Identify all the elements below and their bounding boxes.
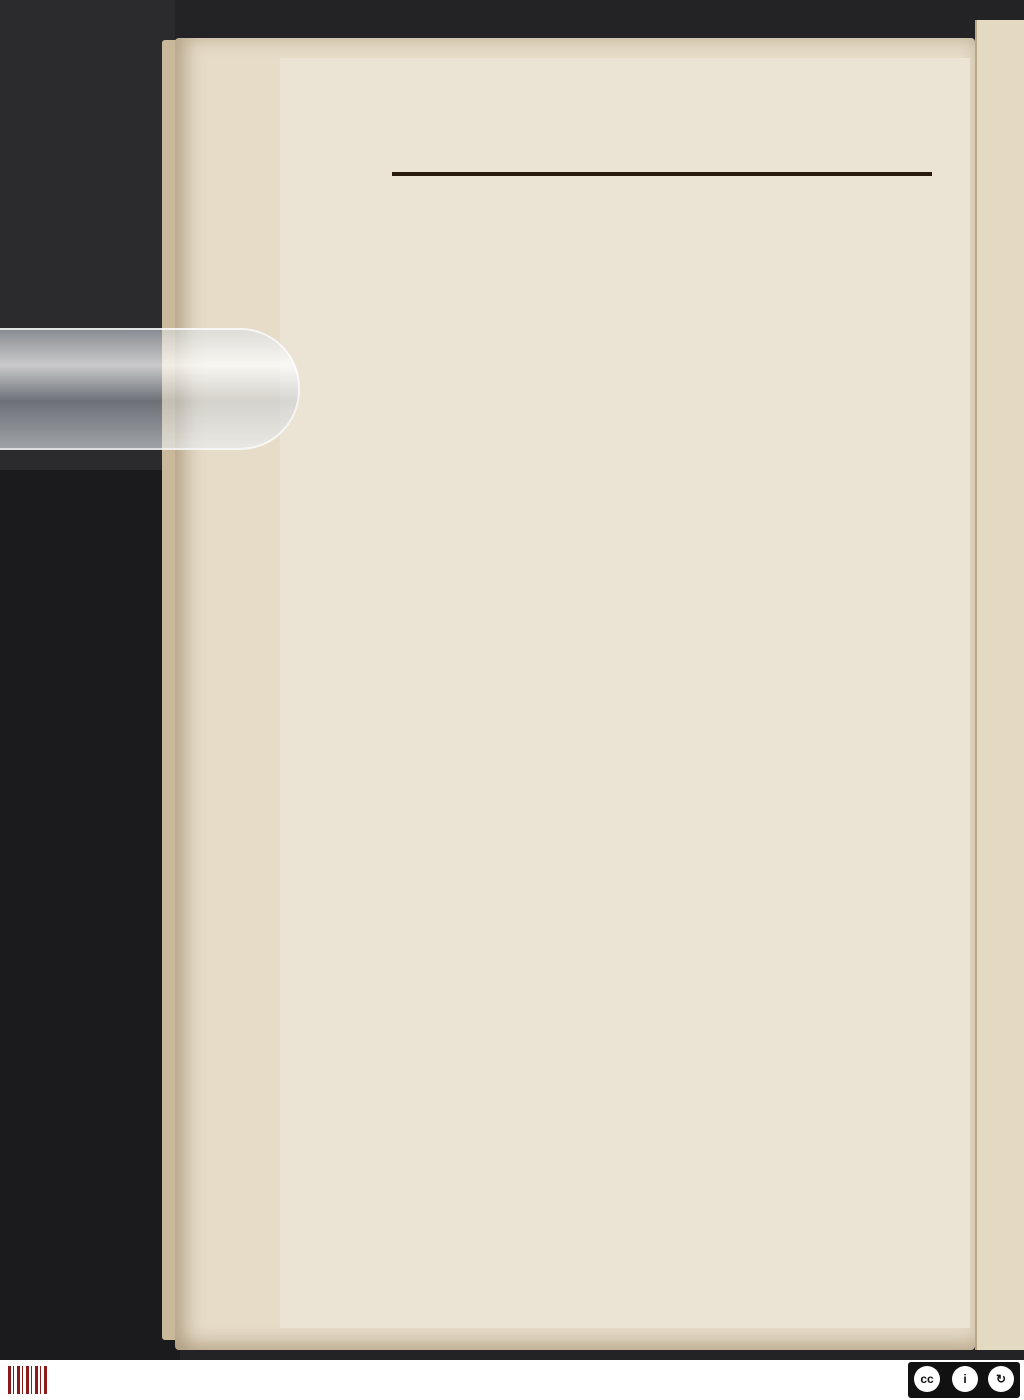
page-text-block-area bbox=[280, 58, 970, 1328]
background-board-lower bbox=[0, 470, 180, 1360]
hab-logo-icon bbox=[8, 1366, 48, 1394]
sa-icon: ↻ bbox=[988, 1366, 1014, 1392]
by-icon: i bbox=[952, 1366, 978, 1392]
header-rule bbox=[392, 172, 932, 176]
license-badge[interactable] bbox=[908, 1362, 1020, 1398]
page-clip bbox=[0, 328, 300, 450]
page-header bbox=[520, 116, 820, 164]
cc-icon: cc bbox=[914, 1366, 940, 1392]
book-page bbox=[175, 38, 975, 1350]
facing-page-fragment bbox=[975, 20, 1024, 1350]
footer-bar bbox=[0, 1360, 1024, 1400]
